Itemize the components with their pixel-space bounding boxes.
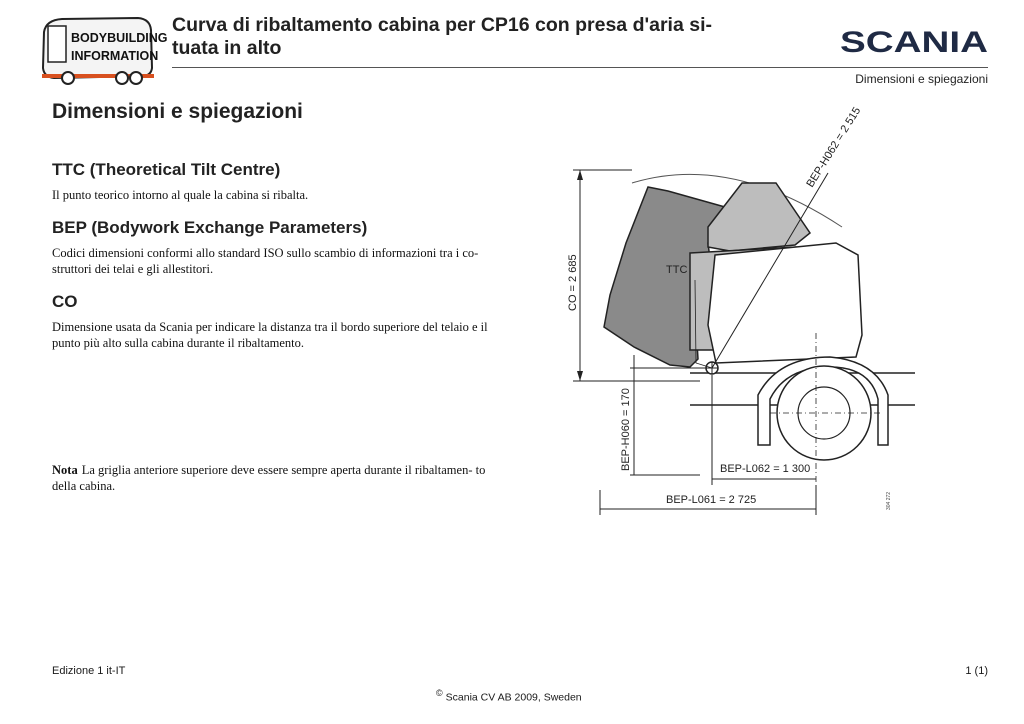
l062-label: BEP-L062 = 1 300 — [720, 463, 811, 475]
document-title: Curva di ribaltamento cabina per CP16 con presa d'aria si- tuata in alto — [172, 14, 712, 59]
copyright-symbol: © — [436, 688, 443, 698]
ttc-text: Il punto teorico intorno al quale la cabina si ribalta. — [52, 188, 309, 202]
brand-name: SCANIA — [840, 26, 988, 59]
h062-label: BEP-H062 = 2 515 — [804, 105, 864, 190]
header-section-label: Dimensioni e spiegazioni — [855, 72, 988, 86]
ttc-label: TTC — [666, 264, 688, 276]
logo-line1: BODYBUILDING — [71, 31, 168, 45]
note-text: La griglia anteriore superiore deve essere sempre aperta durante il ribaltamen- to della cabina. — [52, 463, 486, 493]
note — [52, 463, 507, 494]
bodybuilding-information-logo — [38, 14, 168, 86]
footer-copyright — [436, 688, 582, 704]
note-label: Nota — [52, 463, 78, 477]
co-heading: CO — [52, 292, 78, 311]
ref-code: 304 272 — [886, 491, 892, 510]
co-text: Dimensione usata da Scania per indicare la distanza tra il bordo superiore del telaio e il punto più alto sulla cabina durante il ribaltamento. — [52, 320, 488, 350]
cab-tilt-diagram — [540, 95, 915, 525]
bep-heading: BEP (Bodywork Exchange Parameters) — [52, 218, 368, 237]
footer-edition: Edizione 1 it-IT — [52, 665, 126, 677]
co-label: CO = 2 685 — [567, 254, 579, 311]
scania-logo — [840, 26, 990, 59]
cab-normal-position — [708, 243, 862, 363]
logo-line2: INFORMATION — [71, 49, 159, 63]
l061-label: BEP-L061 = 2 725 — [666, 494, 757, 506]
header-divider — [172, 67, 988, 68]
footer-page-number: 1 (1) — [965, 665, 988, 677]
bep-text: Codici dimensioni conformi allo standard ISO sullo scambio di informazioni tra i co- struttori dei telai e gli allestitori. — [52, 246, 479, 276]
cab-partially-tilted — [708, 183, 810, 251]
copyright-text: Scania CV AB 2009, Sweden — [445, 691, 582, 704]
main-heading: Dimensioni e spiegazioni — [52, 100, 303, 123]
h060-label: BEP-H060 = 170 — [620, 388, 632, 471]
ttc-heading: TTC (Theoretical Tilt Centre) — [52, 160, 281, 179]
